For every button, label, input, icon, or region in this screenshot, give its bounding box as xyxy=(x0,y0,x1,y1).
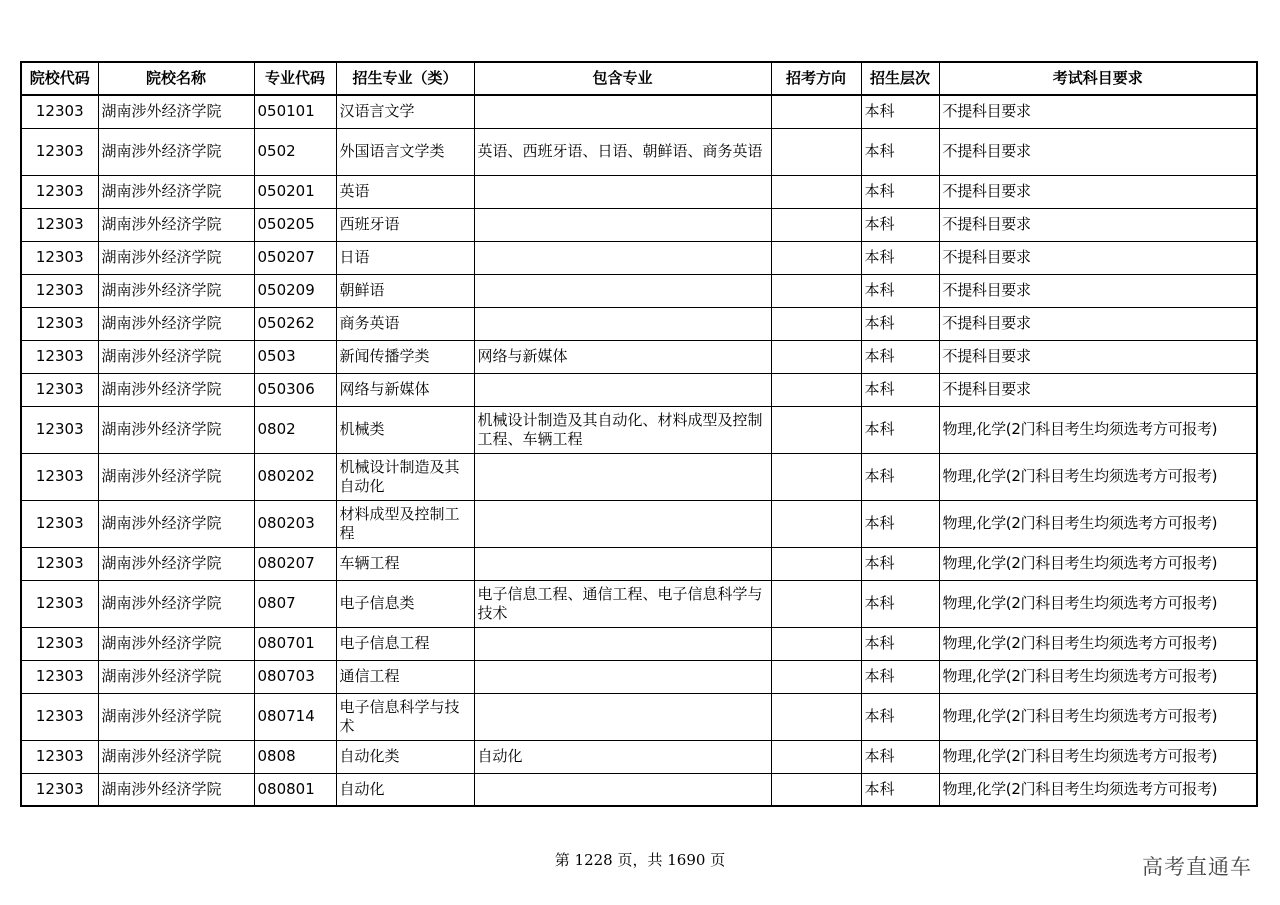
cell-included-majors xyxy=(474,773,771,806)
cell-major-code: 050201 xyxy=(254,175,336,208)
table-row xyxy=(21,95,1257,128)
cell-included-majors: 英语、西班牙语、日语、朝鲜语、商务英语 xyxy=(474,128,771,175)
cell-level: 本科 xyxy=(861,580,939,627)
table-row xyxy=(21,373,1257,406)
cell-included-majors xyxy=(474,660,771,693)
cell-school-name: 湖南涉外经济学院 xyxy=(98,693,254,740)
cell-school-name: 湖南涉外经济学院 xyxy=(98,660,254,693)
header-major: 招生专业（类） xyxy=(336,62,474,95)
cell-level: 本科 xyxy=(861,453,939,500)
cell-school-name: 湖南涉外经济学院 xyxy=(98,547,254,580)
watermark-logo: 高考直通车 xyxy=(1142,855,1252,879)
cell-major-code: 050306 xyxy=(254,373,336,406)
cell-school-name: 湖南涉外经济学院 xyxy=(98,274,254,307)
header-school-code: 院校代码 xyxy=(21,62,98,95)
cell-level: 本科 xyxy=(861,128,939,175)
table-row xyxy=(21,128,1257,175)
cell-direction xyxy=(771,773,861,806)
cell-level: 本科 xyxy=(861,274,939,307)
cell-major-code: 050101 xyxy=(254,95,336,128)
cell-included-majors: 电子信息工程、通信工程、电子信息科学与技术 xyxy=(474,580,771,627)
cell-major-code: 0502 xyxy=(254,128,336,175)
cell-direction xyxy=(771,373,861,406)
cell-major: 电子信息工程 xyxy=(336,627,474,660)
cell-school-name: 湖南涉外经济学院 xyxy=(98,128,254,175)
table-row xyxy=(21,453,1257,500)
cell-included-majors xyxy=(474,627,771,660)
cell-school-code: 12303 xyxy=(21,175,98,208)
cell-level: 本科 xyxy=(861,500,939,547)
cell-major: 电子信息类 xyxy=(336,580,474,627)
cell-major-code: 080203 xyxy=(254,500,336,547)
cell-requirement: 不提科目要求 xyxy=(939,175,1257,208)
cell-level: 本科 xyxy=(861,660,939,693)
cell-included-majors xyxy=(474,95,771,128)
cell-requirement: 物理,化学(2门科目考生均须选考方可报考) xyxy=(939,500,1257,547)
header-school-name: 院校名称 xyxy=(98,62,254,95)
header-direction: 招考方向 xyxy=(771,62,861,95)
cell-requirement: 物理,化学(2门科目考生均须选考方可报考) xyxy=(939,773,1257,806)
cell-included-majors xyxy=(474,208,771,241)
cell-school-name: 湖南涉外经济学院 xyxy=(98,406,254,453)
cell-requirement: 不提科目要求 xyxy=(939,373,1257,406)
cell-school-name: 湖南涉外经济学院 xyxy=(98,627,254,660)
cell-requirement: 物理,化学(2门科目考生均须选考方可报考) xyxy=(939,547,1257,580)
cell-direction xyxy=(771,175,861,208)
cell-school-code: 12303 xyxy=(21,307,98,340)
cell-major-code: 0503 xyxy=(254,340,336,373)
cell-included-majors: 网络与新媒体 xyxy=(474,340,771,373)
cell-major-code: 050209 xyxy=(254,274,336,307)
cell-school-code: 12303 xyxy=(21,453,98,500)
cell-major-code: 0807 xyxy=(254,580,336,627)
cell-included-majors xyxy=(474,373,771,406)
cell-level: 本科 xyxy=(861,373,939,406)
cell-direction xyxy=(771,660,861,693)
cell-requirement: 不提科目要求 xyxy=(939,128,1257,175)
cell-included-majors xyxy=(474,693,771,740)
cell-major: 车辆工程 xyxy=(336,547,474,580)
cell-included-majors xyxy=(474,307,771,340)
cell-school-code: 12303 xyxy=(21,580,98,627)
cell-school-name: 湖南涉外经济学院 xyxy=(98,208,254,241)
cell-school-code: 12303 xyxy=(21,128,98,175)
cell-school-name: 湖南涉外经济学院 xyxy=(98,307,254,340)
table-row xyxy=(21,340,1257,373)
cell-requirement: 不提科目要求 xyxy=(939,208,1257,241)
cell-school-code: 12303 xyxy=(21,773,98,806)
cell-school-name: 湖南涉外经济学院 xyxy=(98,340,254,373)
cell-major: 西班牙语 xyxy=(336,208,474,241)
cell-level: 本科 xyxy=(861,693,939,740)
cell-school-code: 12303 xyxy=(21,208,98,241)
cell-major-code: 080701 xyxy=(254,627,336,660)
cell-school-code: 12303 xyxy=(21,340,98,373)
cell-major-code: 0808 xyxy=(254,740,336,773)
cell-direction xyxy=(771,500,861,547)
cell-major: 英语 xyxy=(336,175,474,208)
cell-school-code: 12303 xyxy=(21,740,98,773)
cell-major: 材料成型及控制工程 xyxy=(336,500,474,547)
cell-school-name: 湖南涉外经济学院 xyxy=(98,773,254,806)
table-row xyxy=(21,580,1257,627)
cell-school-code: 12303 xyxy=(21,241,98,274)
cell-requirement: 物理,化学(2门科目考生均须选考方可报考) xyxy=(939,627,1257,660)
table-row xyxy=(21,406,1257,453)
cell-level: 本科 xyxy=(861,95,939,128)
cell-requirement: 物理,化学(2门科目考生均须选考方可报考) xyxy=(939,453,1257,500)
cell-requirement: 不提科目要求 xyxy=(939,307,1257,340)
table-row xyxy=(21,693,1257,740)
cell-school-code: 12303 xyxy=(21,627,98,660)
cell-requirement: 不提科目要求 xyxy=(939,274,1257,307)
cell-direction xyxy=(771,627,861,660)
cell-requirement: 不提科目要求 xyxy=(939,340,1257,373)
cell-school-name: 湖南涉外经济学院 xyxy=(98,95,254,128)
table-row xyxy=(21,740,1257,773)
cell-direction xyxy=(771,307,861,340)
header-major-code: 专业代码 xyxy=(254,62,336,95)
cell-included-majors xyxy=(474,500,771,547)
cell-requirement: 物理,化学(2门科目考生均须选考方可报考) xyxy=(939,580,1257,627)
cell-direction xyxy=(771,547,861,580)
cell-requirement: 不提科目要求 xyxy=(939,241,1257,274)
cell-major: 网络与新媒体 xyxy=(336,373,474,406)
cell-requirement: 物理,化学(2门科目考生均须选考方可报考) xyxy=(939,406,1257,453)
cell-major: 外国语言文学类 xyxy=(336,128,474,175)
cell-major: 机械类 xyxy=(336,406,474,453)
cell-level: 本科 xyxy=(861,208,939,241)
cell-included-majors: 自动化 xyxy=(474,740,771,773)
table-row xyxy=(21,175,1257,208)
cell-school-name: 湖南涉外经济学院 xyxy=(98,241,254,274)
page-number: 第 1228 页，共 1690 页 xyxy=(554,851,726,869)
cell-requirement: 不提科目要求 xyxy=(939,95,1257,128)
cell-included-majors xyxy=(474,274,771,307)
cell-level: 本科 xyxy=(861,175,939,208)
cell-major-code: 080207 xyxy=(254,547,336,580)
cell-direction xyxy=(771,580,861,627)
cell-major-code: 050262 xyxy=(254,307,336,340)
cell-major: 通信工程 xyxy=(336,660,474,693)
header-row xyxy=(21,62,1257,95)
admissions-table xyxy=(20,61,1258,807)
cell-level: 本科 xyxy=(861,241,939,274)
cell-level: 本科 xyxy=(861,547,939,580)
cell-school-name: 湖南涉外经济学院 xyxy=(98,740,254,773)
header-included-majors: 包含专业 xyxy=(474,62,771,95)
cell-major-code: 080714 xyxy=(254,693,336,740)
cell-major: 机械设计制造及其自动化 xyxy=(336,453,474,500)
cell-major: 自动化类 xyxy=(336,740,474,773)
cell-school-code: 12303 xyxy=(21,693,98,740)
cell-included-majors xyxy=(474,547,771,580)
cell-school-code: 12303 xyxy=(21,406,98,453)
header-level: 招生层次 xyxy=(861,62,939,95)
cell-school-code: 12303 xyxy=(21,660,98,693)
table-row xyxy=(21,274,1257,307)
cell-major: 汉语言文学 xyxy=(336,95,474,128)
cell-requirement: 物理,化学(2门科目考生均须选考方可报考) xyxy=(939,660,1257,693)
table-body xyxy=(21,95,1257,806)
cell-requirement: 物理,化学(2门科目考生均须选考方可报考) xyxy=(939,693,1257,740)
cell-level: 本科 xyxy=(861,307,939,340)
cell-included-majors: 机械设计制造及其自动化、材料成型及控制工程、车辆工程 xyxy=(474,406,771,453)
table-row xyxy=(21,307,1257,340)
cell-level: 本科 xyxy=(861,740,939,773)
table-row xyxy=(21,660,1257,693)
cell-direction xyxy=(771,340,861,373)
cell-level: 本科 xyxy=(861,406,939,453)
cell-major-code: 080202 xyxy=(254,453,336,500)
cell-level: 本科 xyxy=(861,773,939,806)
cell-included-majors xyxy=(474,453,771,500)
table-row xyxy=(21,627,1257,660)
table-row xyxy=(21,547,1257,580)
cell-school-code: 12303 xyxy=(21,95,98,128)
table-row xyxy=(21,241,1257,274)
cell-major: 朝鲜语 xyxy=(336,274,474,307)
cell-major-code: 050207 xyxy=(254,241,336,274)
cell-school-name: 湖南涉外经济学院 xyxy=(98,373,254,406)
cell-major: 电子信息科学与技术 xyxy=(336,693,474,740)
header-requirement: 考试科目要求 xyxy=(939,62,1257,95)
cell-direction xyxy=(771,274,861,307)
cell-school-name: 湖南涉外经济学院 xyxy=(98,175,254,208)
cell-requirement: 物理,化学(2门科目考生均须选考方可报考) xyxy=(939,740,1257,773)
cell-school-code: 12303 xyxy=(21,500,98,547)
cell-direction xyxy=(771,453,861,500)
cell-school-code: 12303 xyxy=(21,274,98,307)
cell-major-code: 080801 xyxy=(254,773,336,806)
cell-school-name: 湖南涉外经济学院 xyxy=(98,453,254,500)
cell-school-name: 湖南涉外经济学院 xyxy=(98,500,254,547)
cell-major-code: 080703 xyxy=(254,660,336,693)
cell-major: 新闻传播学类 xyxy=(336,340,474,373)
cell-level: 本科 xyxy=(861,340,939,373)
cell-direction xyxy=(771,95,861,128)
cell-school-code: 12303 xyxy=(21,373,98,406)
cell-direction xyxy=(771,241,861,274)
cell-included-majors xyxy=(474,175,771,208)
cell-school-name: 湖南涉外经济学院 xyxy=(98,580,254,627)
cell-direction xyxy=(771,693,861,740)
cell-major: 自动化 xyxy=(336,773,474,806)
cell-major: 日语 xyxy=(336,241,474,274)
cell-direction xyxy=(771,128,861,175)
cell-major: 商务英语 xyxy=(336,307,474,340)
table-row xyxy=(21,500,1257,547)
table-row xyxy=(21,208,1257,241)
cell-level: 本科 xyxy=(861,627,939,660)
cell-direction xyxy=(771,740,861,773)
cell-direction xyxy=(771,208,861,241)
cell-included-majors xyxy=(474,241,771,274)
cell-major-code: 050205 xyxy=(254,208,336,241)
cell-school-code: 12303 xyxy=(21,547,98,580)
cell-major-code: 0802 xyxy=(254,406,336,453)
table-row xyxy=(21,773,1257,806)
cell-direction xyxy=(771,406,861,453)
